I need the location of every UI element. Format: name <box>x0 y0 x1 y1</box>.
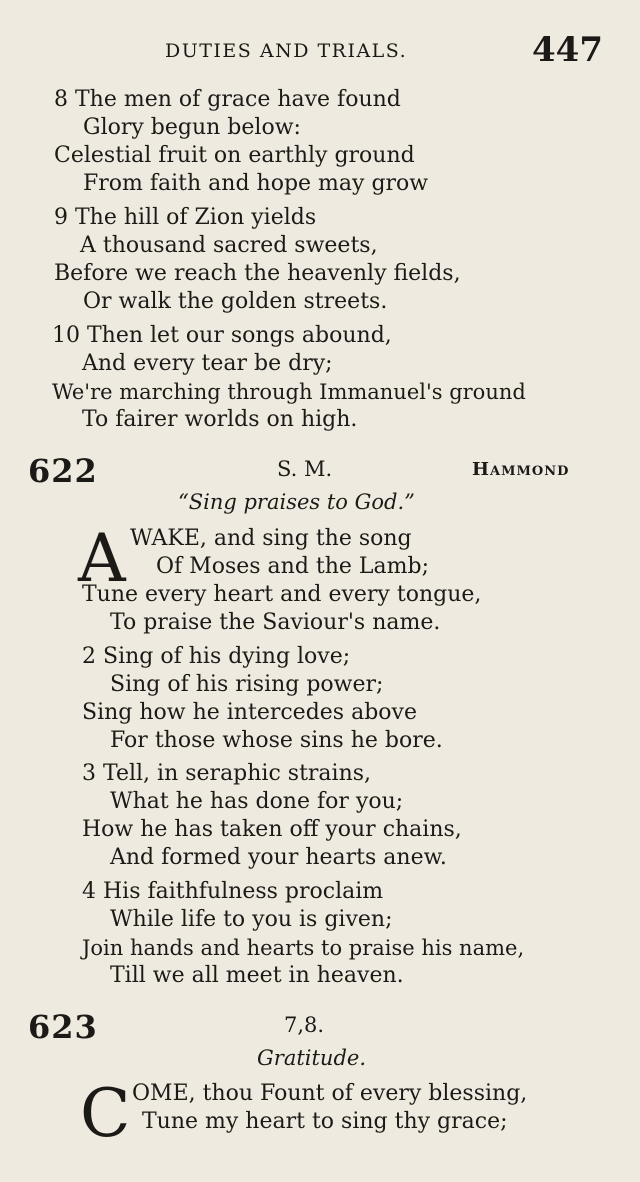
page-header <box>0 30 640 70</box>
verse-line: Or walk the golden streets. <box>83 289 388 314</box>
verse-line: To praise the Saviour's name. <box>110 610 441 635</box>
hymn-623-heading <box>0 1008 640 1048</box>
running-head: DUTIES AND TRIALS. <box>165 40 408 62</box>
hymn-meter: 7,8. <box>284 1013 325 1037</box>
verse-line: Then let our songs abound, <box>87 323 392 348</box>
verse-line: While life to you is given; <box>110 907 393 932</box>
verse-line: Glory begun below: <box>83 115 301 140</box>
drop-cap: C <box>80 1075 131 1152</box>
verse-line: Join hands and hearts to praise his name, <box>82 936 525 960</box>
hymn-number: 622 <box>28 452 98 490</box>
verse-line: Till we all meet in heaven. <box>110 963 404 988</box>
verse-line: From faith and hope may grow <box>83 171 429 196</box>
verse-line: For those whose sins he bore. <box>110 728 443 753</box>
tune-name: Hammond <box>472 459 570 480</box>
verse-line: WAKE, and sing the song <box>130 526 412 551</box>
verse-line: What he has done for you; <box>110 789 404 814</box>
verse-line: His faithfulness proclaim <box>103 879 384 904</box>
verse-line: How he has taken off your chains, <box>82 817 462 842</box>
verse-line: Celestial fruit on earthly ground <box>54 143 415 168</box>
drop-cap: A <box>78 520 126 597</box>
hymn-number: 623 <box>28 1008 98 1046</box>
verse-number: 9 <box>54 205 68 230</box>
verse-line: And every tear be dry; <box>82 351 333 376</box>
verse-line: Sing of his rising power; <box>110 672 384 697</box>
verse-number: 8 <box>54 87 68 112</box>
verse-line: Tune my heart to sing thy grace; <box>142 1109 508 1134</box>
verse-line: Tell, in seraphic strains, <box>103 761 372 786</box>
verse-line: A thousand sacred sweets, <box>80 233 378 258</box>
verse-line: Tune every heart and every tongue, <box>82 582 482 607</box>
verse-number: 4 <box>82 879 96 904</box>
verse-line: Sing of his dying love; <box>103 644 351 669</box>
hymn-meter: S. M. <box>277 457 333 481</box>
verse-line: To fairer worlds on high. <box>82 407 358 432</box>
verse-line: Of Moses and the Lamb; <box>156 554 430 579</box>
hymn-subtitle: Gratitude. <box>257 1046 366 1070</box>
verse-number: 10 <box>52 323 80 348</box>
verse-number: 3 <box>82 761 96 786</box>
verse-line: And formed your hearts anew. <box>110 845 447 870</box>
verse-number: 2 <box>82 644 96 669</box>
page-number: 447 <box>532 30 603 70</box>
verse-line: Before we reach the heavenly fields, <box>54 261 461 286</box>
verse-line: The men of grace have found <box>75 87 401 112</box>
hymn-subtitle: “Sing praises to God.” <box>178 490 415 514</box>
hymn-622-heading <box>0 452 640 492</box>
verse-line: The hill of Zion yields <box>75 205 317 230</box>
verse-line: We're marching through Immanuel's ground <box>52 380 526 404</box>
verse-line: OME, thou Fount of every blessing, <box>132 1081 528 1106</box>
verse-line: Sing how he intercedes above <box>82 700 417 725</box>
